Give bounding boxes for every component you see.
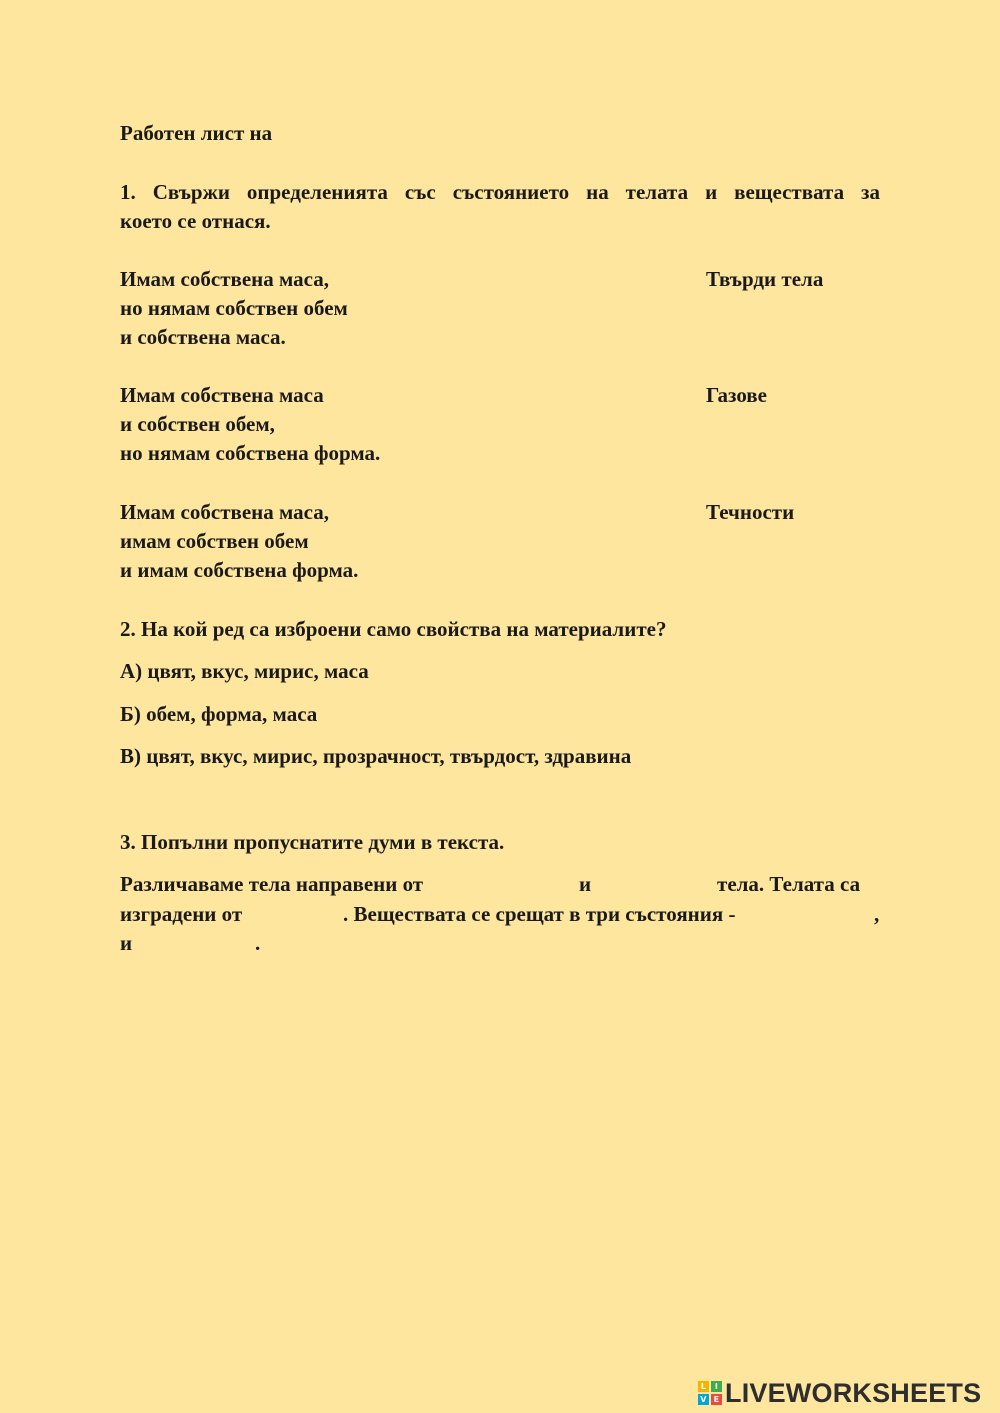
q1-item2-line3: но нямам собствена форма. [120, 441, 381, 465]
q3-blank-5[interactable] [140, 928, 250, 956]
q3-line2-part1: изградени от [120, 902, 243, 926]
q3-blank-4[interactable] [782, 899, 870, 927]
q2-option-a[interactable]: А) цвят, вкус, мирис, маса [120, 659, 369, 683]
q1-item1-line2: но нямам собствен обем [120, 296, 348, 320]
q2-option-b[interactable]: Б) обем, форма, маса [120, 702, 318, 726]
logo-text: LIVEWORKSHEETS [725, 1377, 982, 1408]
q3-blank-2[interactable] [600, 869, 710, 897]
q1-item2-line2: и собствен обем, [120, 412, 275, 436]
q3-line1-part2: и [579, 872, 592, 896]
liveworksheets-logo [698, 1376, 981, 1410]
q1-answer-solids[interactable]: Твърди тела [706, 267, 824, 291]
q3-heading: 3. Попълни пропуснатите думи в текста. [120, 830, 505, 854]
q3-blank-3[interactable] [260, 899, 340, 927]
q1-heading-line2: което се отнася. [120, 209, 271, 233]
q3-line1-part1: Различаваме тела направени от [120, 872, 424, 896]
q1-heading-line1: 1. Свържи определенията със състоянието на телата и веществата за [120, 180, 880, 204]
q1-item1-line3: и собствена маса. [120, 325, 286, 349]
worksheet-title: Работен лист на [120, 121, 273, 145]
q3-line2-part2: . Веществата се срещат в три състояния - [343, 902, 736, 926]
logo-block-v: V [698, 1394, 709, 1405]
q2-option-c[interactable]: В) цвят, вкус, мирис, прозрачност, твърдост, здравина [120, 744, 632, 768]
q3-line3-part1: и [120, 931, 133, 955]
q2-heading: 2. На кой ред са изброени само свойства на материалите? [120, 617, 667, 641]
q1-answer-liquids[interactable]: Течности [706, 500, 795, 524]
q1-item1-line1: Имам собствена маса, [120, 267, 330, 291]
q3-line2-part3: , [874, 902, 880, 926]
q3-line1-part3: тела. Телата са [717, 872, 861, 896]
q3-blank-1[interactable] [466, 869, 574, 897]
logo-blocks-icon [698, 1381, 722, 1405]
logo-block-e: E [711, 1394, 722, 1405]
q1-item3-line2: имам собствен обем [120, 529, 309, 553]
logo-block-i: I [711, 1381, 722, 1392]
logo-block-l: L [698, 1381, 709, 1392]
q1-item3-line3: и имам собствена форма. [120, 558, 359, 582]
q1-item3-line1: Имам собствена маса, [120, 500, 330, 524]
q3-line3-part2: . [255, 931, 261, 955]
q1-answer-gases[interactable]: Газове [706, 383, 767, 407]
q1-item2-line1: Имам собствена маса [120, 383, 324, 407]
